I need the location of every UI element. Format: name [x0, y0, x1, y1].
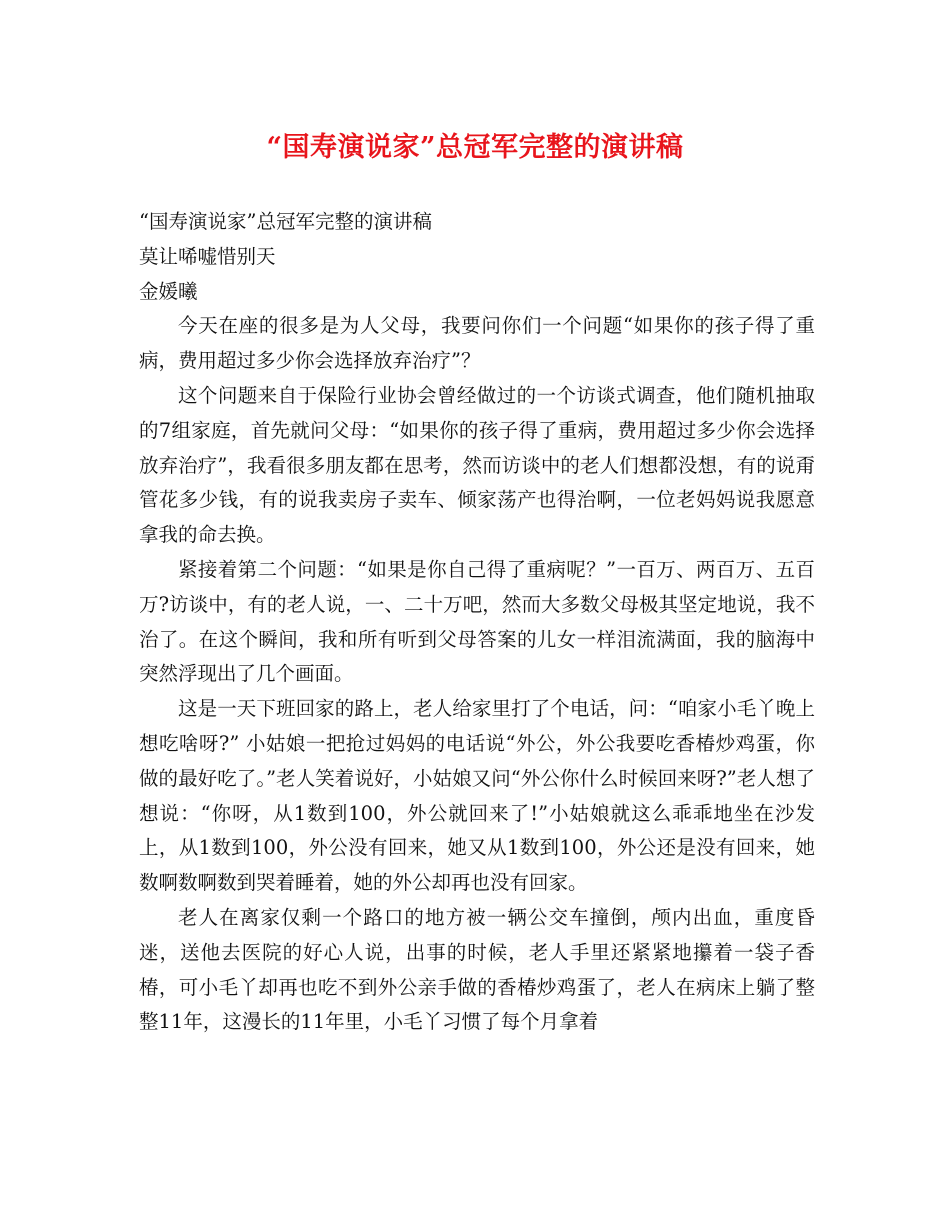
- document-body: [139, 205, 815, 1040]
- document-title: “国寿演说家”总冠军完整的演讲稿: [266, 132, 684, 163]
- paragraph: 这个问题来自于保险行业协会曾经做过的一个访谈式调查，他们随机抽取的7组家庭，首先就问父母：“如果你的孩子得了重病，费用超过多少你会选择放弃治疗”，我看很多朋友都在思考，然而访谈中的老人们想都没想，有的说甭管花多少钱，有的说我卖房子卖车、倾家荡产也得治啊，一位老妈妈说我愿意拿我的命去换。: [139, 383, 815, 547]
- document-subtitle: “国寿演说家”总冠军完整的演讲稿: [139, 210, 432, 233]
- author-name: 金媛曦: [139, 279, 198, 303]
- paragraph: 老人在离家仅剩一个路口的地方被一辆公交车撞倒，颅内出血，重度昏迷，送他去医院的好心人说，出事的时候，老人手里还紧紧地攥着一袋子香椿，可小毛丫却再也吃不到外公亲手做的香椿炒鸡蛋了，老人在病床上躺了整整11年，这漫长的11年里，小毛丫习惯了每个月拿着: [139, 905, 815, 1034]
- paragraph: 今天在座的很多是为人父母，我要问你们一个问题“如果你的孩子得了重病，费用超过多少你会选择放弃治疗”？: [139, 314, 815, 373]
- paragraph: 这是一天下班回家的路上，老人给家里打了个电话，问：“咱家小毛丫晚上想吃啥呀?” 小姑娘一把抢过妈妈的电话说“外公，外公我要吃香椿炒鸡蛋，你做的最好吃了。”老人笑着说好，小姑娘又问“外公你什么时候回来呀?”老人想了想说：“你呀，从1数到100，外公就回来了!”小姑娘就这么乖乖地坐在沙发上，从1数到100，外公没有回来，她又从1数到100，外公还是没有回来，她数啊数啊数到哭着睡着，她的外公却再也没有回家。: [139, 697, 815, 895]
- paragraph: 紧接着第二个问题：“如果是你自己得了重病呢？”一百万、两百万、五百万?访谈中，有的老人说，一、二十万吧，然而大多数父母极其坚定地说，我不治了。在这个瞬间，我和所有听到父母答案的儿女一样泪流满面，我的脑海中突然浮现出了几个画面。: [139, 557, 815, 686]
- speech-title: 莫让唏嘘惜别天: [139, 244, 276, 268]
